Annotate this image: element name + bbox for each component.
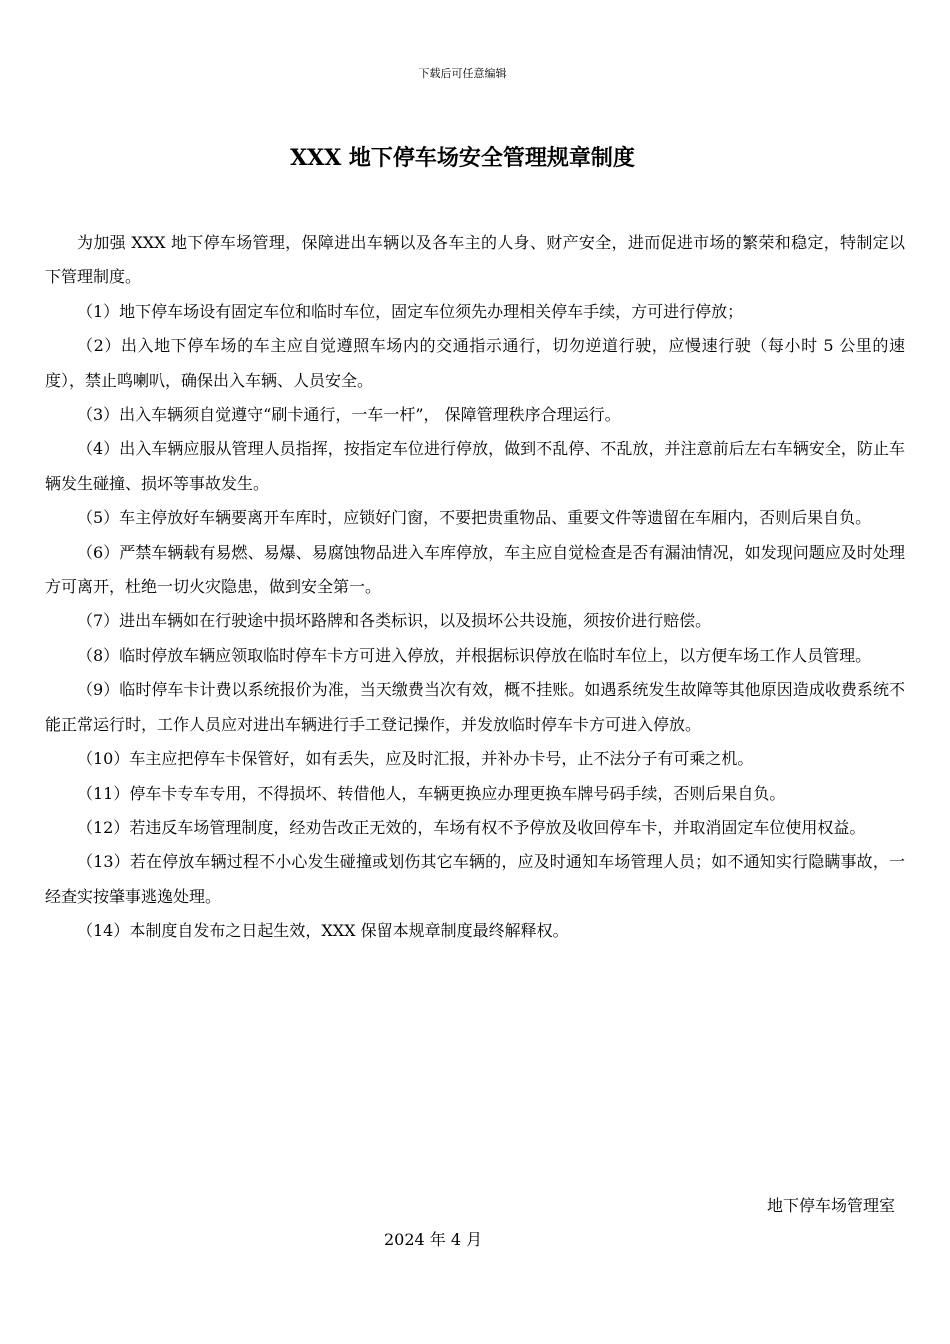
rule-paragraph-11: （11）停车卡专车专用，不得损坏、转借他人，车辆更换应办理更换车牌号码手续，否则后果自负。	[77, 783, 786, 803]
rule-paragraph-6: （6）严禁车辆载有易燃、易爆、易腐蚀物品进入车库停放，车主应自觉检查是否有漏油情况，如发现问题应及时处理方可离开，杜绝一切火灾隐患，做到安全第一。	[45, 542, 905, 597]
rule-paragraph-1: （1）地下停车场设有固定车位和临时车位，固定车位须先办理相关停车手续，方可进行停放；	[77, 301, 744, 321]
document-body	[45, 226, 905, 949]
rule-paragraph-12: （12）若违反车场管理制度，经劝告改正无效的，车场有权不予停放及收回停车卡，并取消固定车位使用权益。	[77, 817, 866, 837]
signature-issuer: 地下停车场管理室	[766, 1196, 895, 1215]
rule-paragraph-9: （9）临时停车卡计费以系统报价为准，当天缴费当次有效，概不挂账。如遇系统发生故障等其他原因造成收费系统不能正常运行时，工作人员应对进出车辆进行手工登记操作，并发放临时停车卡方可进入停放。	[45, 680, 905, 734]
header-note: 下载后可任意编辑	[418, 67, 507, 80]
rule-paragraph-5: （5）车主停放好车辆要离开车库时，应锁好门窗，不要把贵重物品、重要文件等遗留在车厢内，否则后果自负。	[77, 508, 872, 528]
rule-paragraph-8: （8）临时停放车辆应领取临时停车卡方可进入停放，并根据标识停放在临时车位上，以方便车场工作人员管理。	[77, 645, 872, 665]
rule-paragraph-14: （14）本制度自发布之日起生效，XXX 保留本规章制度最终解释权。	[77, 921, 569, 941]
issue-date: 2024 年 4 月	[384, 1230, 483, 1249]
rule-paragraph-13: （13）若在停放车辆过程不小心发生碰撞或划伤其它车辆的，应及时通知车场管理人员；如不通知实行隐瞒事故，一经查实按肇事逃逸处理。	[45, 852, 905, 906]
rule-paragraph-4: （4）出入车辆应服从管理人员指挥，按指定车位进行停放，做到不乱停、不乱放，并注意前后左右车辆安全，防止车辆发生碰撞、损坏等事故发生。	[45, 439, 905, 493]
intro-paragraph: 为加强 XXX 地下停车场管理，保障进出车辆以及各车主的人身、财产安全，进而促进市场的繁荣和稳定，特制定以下管理制度。	[45, 233, 905, 287]
document-title: XXX 地下停车场安全管理规章制度	[290, 145, 635, 171]
rule-paragraph-7: （7）进出车辆如在行驶途中损坏路牌和各类标识，以及损坏公共设施，须按价进行赔偿。	[77, 611, 712, 631]
rule-paragraph-2: （2）出入地下停车场的车主应自觉遵照车场内的交通指示通行，切勿逆道行驶，应慢速行驶（每小时 5 公里的速度），禁止鸣喇叭，确保出入车辆、人员安全。	[45, 336, 905, 390]
rule-paragraph-10: （10）车主应把停车卡保管好，如有丢失，应及时汇报，并补办卡号，止不法分子有可乘之机。	[77, 749, 754, 769]
rule-paragraph-3: （3）出入车辆须自觉遵守“刷卡通行，一车一杆”， 保障管理秩序合理运行。	[77, 405, 621, 425]
